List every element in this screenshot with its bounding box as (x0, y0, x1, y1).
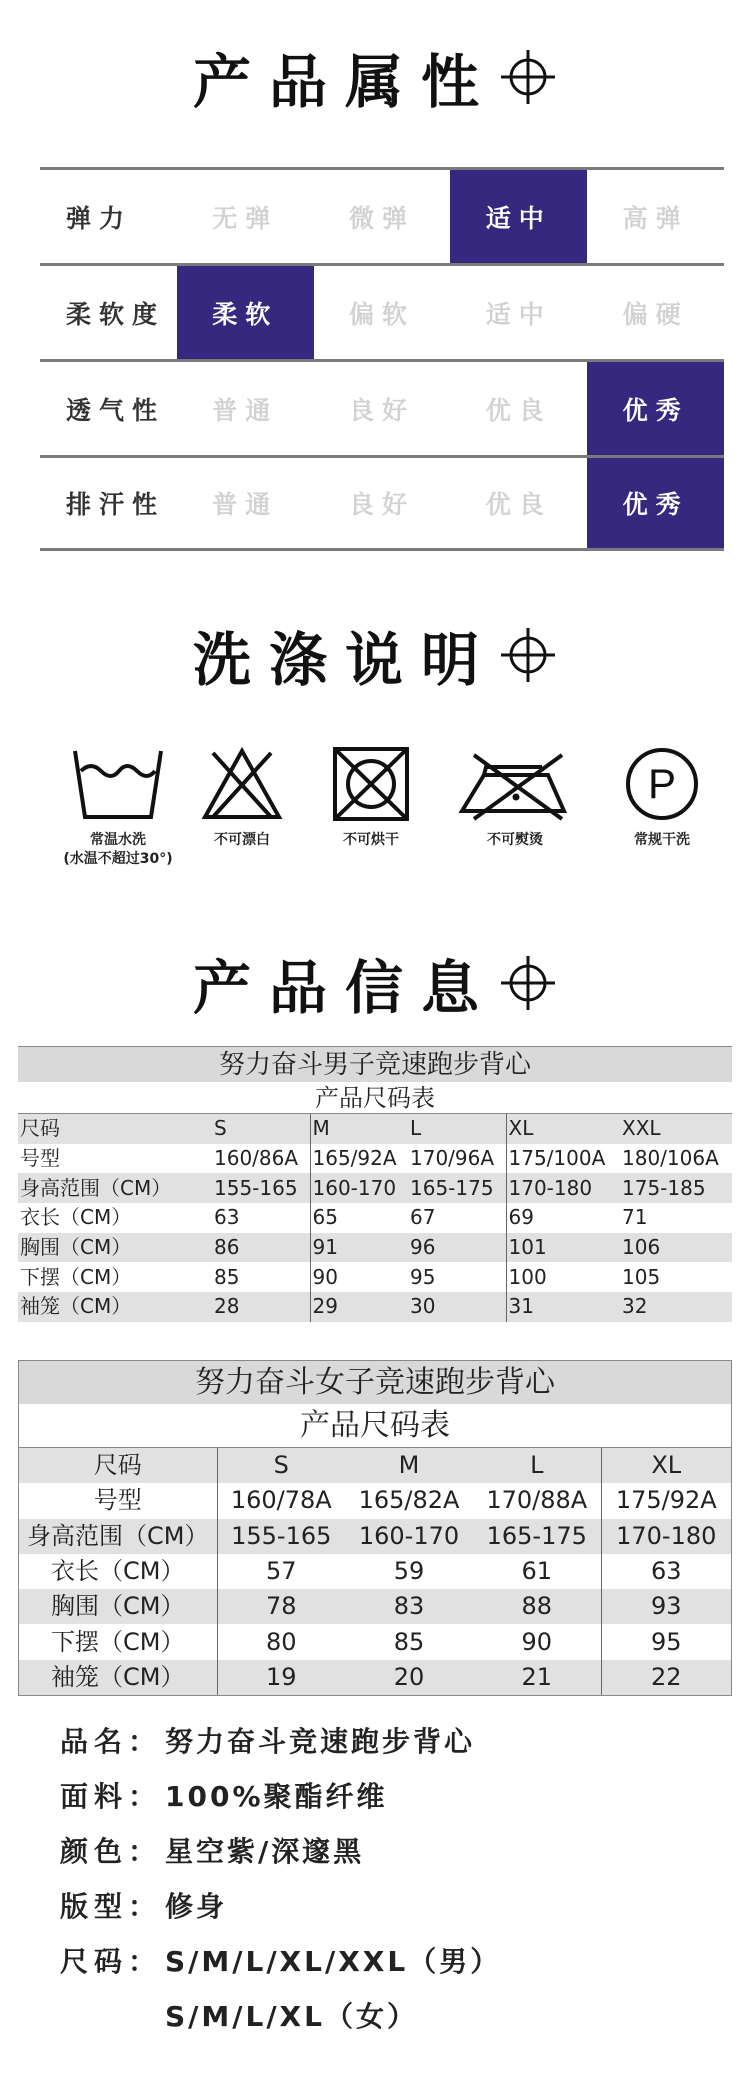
info-key: 尺码： (60, 1944, 163, 1978)
table-cell: 19 (217, 1660, 345, 1695)
table-cell: 85 (214, 1264, 240, 1289)
no-iron-icon (456, 745, 574, 823)
info-row-size (60, 1932, 700, 1987)
table-cell: 180/106A (622, 1146, 719, 1171)
attr-option-selected: 优秀 (587, 362, 724, 455)
table-cell: 165/82A (358, 1486, 460, 1515)
wash-label: 常规干洗 (634, 832, 690, 848)
attr-option-selected: 适中 (450, 170, 587, 263)
wash-item (167, 745, 317, 850)
wash-tub-icon (69, 745, 167, 823)
table-cell: 155-165 (212, 1173, 310, 1203)
table-cell: 100 (506, 1262, 620, 1292)
table-cell: 83 (345, 1589, 473, 1624)
attr-label: 透气性 (66, 395, 166, 425)
attr-option: 偏硬 (622, 299, 689, 329)
table-row (19, 1519, 731, 1554)
no-bleach-icon (199, 745, 285, 823)
table-row (19, 1589, 731, 1624)
product-info (60, 1712, 700, 2042)
info-value: 努力奋斗竞速跑步背心 (165, 1724, 476, 1758)
table-cell: 29 (310, 1292, 408, 1322)
attributes-table (40, 167, 724, 551)
info-section-title (0, 948, 750, 1022)
info-key: 版型： (60, 1889, 163, 1923)
table-cell: 160-170 (310, 1173, 408, 1203)
table-cell: 105 (622, 1264, 661, 1289)
table-cell: 身高范围（CM） (19, 1519, 217, 1554)
table-cell: 下摆（CM） (20, 1264, 132, 1289)
table-cell: 尺码 (18, 1114, 212, 1144)
table-cell: 170/96A (410, 1146, 495, 1171)
wash-item (296, 745, 446, 850)
table-cell: 69 (506, 1203, 620, 1233)
table-cell: 106 (620, 1233, 732, 1263)
table-cell: 86 (212, 1233, 310, 1263)
table-cell: S (212, 1114, 310, 1144)
info-key: 面料： (60, 1779, 163, 1813)
info-key: 颜色： (60, 1834, 163, 1868)
table-cell: 65 (310, 1203, 408, 1233)
table-row (18, 1203, 732, 1233)
attr-row (40, 359, 724, 455)
table-cell: 67 (410, 1205, 436, 1230)
wash-icons (0, 745, 750, 885)
table-cell: 尺码 (19, 1448, 217, 1483)
attr-option: 适中 (485, 299, 552, 329)
table-cell: 170-180 (506, 1173, 620, 1203)
svg-text:P: P (647, 760, 677, 807)
table-cell: L (473, 1448, 601, 1483)
table-cell: 57 (217, 1554, 345, 1589)
attr-option: 微弹 (348, 203, 415, 233)
wash-section-title (0, 620, 750, 694)
table-cell: 101 (506, 1233, 620, 1263)
table-cell: 号型 (93, 1486, 142, 1515)
women-table-grid (19, 1448, 731, 1695)
table-cell: 31 (506, 1292, 620, 1322)
table-cell: 胸围（CM） (19, 1589, 217, 1624)
wash-title: 洗涤说明 (192, 626, 497, 694)
info-value: S/M/L/XL（女） (165, 1999, 418, 2033)
table-cell: 160/78A (217, 1483, 345, 1518)
table-cell: 衣长（CM） (51, 1557, 185, 1586)
no-tumble-dry-icon (329, 745, 413, 823)
table-cell: 衣长（CM） (20, 1205, 132, 1230)
attr-option: 良好 (348, 395, 415, 425)
table-cell: 155-165 (217, 1519, 345, 1554)
table-cell: L (408, 1114, 506, 1144)
table-cell: 175/100A (506, 1144, 620, 1174)
table-cell: 号型 (20, 1146, 60, 1171)
attr-row (40, 455, 724, 551)
table-cell: 95 (601, 1624, 731, 1659)
women-table-subtitle: 产品尺码表 (19, 1404, 731, 1448)
attr-row (40, 263, 724, 359)
men-table-title: 努力奋斗男子竞速跑步背心 (18, 1046, 732, 1082)
info-row-fit (60, 1877, 700, 1932)
table-cell: XL (506, 1114, 620, 1144)
table-cell: 165-175 (473, 1519, 601, 1554)
info-value: 100%聚酯纤维 (165, 1779, 388, 1813)
table-cell: M (345, 1448, 473, 1483)
wash-label: 不可熨烫 (487, 832, 543, 848)
attr-option: 高弹 (622, 203, 689, 233)
table-row (18, 1262, 732, 1292)
attr-option: 普通 (212, 490, 279, 519)
info-title: 产品信息 (192, 954, 497, 1022)
table-cell: 78 (217, 1589, 345, 1624)
table-cell: XL (601, 1448, 731, 1483)
table-row (19, 1483, 731, 1518)
table-cell: 96 (408, 1233, 506, 1263)
table-row (19, 1554, 731, 1589)
table-cell: 身高范围（CM） (18, 1173, 212, 1203)
table-row (19, 1660, 731, 1695)
attr-option: 优良 (485, 490, 552, 519)
table-cell: XXL (620, 1114, 732, 1144)
table-cell: 175/92A (601, 1483, 731, 1518)
table-cell: 93 (601, 1589, 731, 1624)
table-cell: 170/88A (486, 1486, 588, 1515)
table-cell: 袖笼（CM） (19, 1660, 217, 1695)
attr-option: 良好 (348, 490, 415, 519)
table-row (19, 1624, 731, 1659)
crosshair-icon (499, 954, 557, 1012)
table-cell: 63 (601, 1554, 731, 1589)
attr-option: 优良 (485, 395, 552, 425)
wash-label: 不可漂白 (214, 832, 270, 848)
table-cell: 61 (521, 1557, 553, 1586)
info-value: S/M/L/XL/XXL（男） (165, 1944, 502, 1978)
table-cell: 90 (310, 1262, 408, 1292)
crosshair-icon (499, 626, 557, 684)
attr-row (40, 167, 724, 263)
men-table-subtitle: 产品尺码表 (18, 1082, 732, 1114)
attr-option: 无弹 (212, 203, 279, 233)
info-value: 修身 (165, 1889, 228, 1923)
attr-option-selected: 柔软 (177, 266, 314, 359)
table-cell: 63 (214, 1205, 240, 1230)
info-row-color (60, 1822, 700, 1877)
table-cell: 170-180 (601, 1519, 731, 1554)
attributes-title: 产品属性 (192, 48, 497, 116)
table-cell: 28 (212, 1292, 310, 1322)
table-cell: S (217, 1448, 345, 1483)
crosshair-icon (499, 48, 557, 106)
table-cell: 下摆（CM） (51, 1627, 185, 1656)
table-cell: 袖笼（CM） (18, 1292, 212, 1322)
wash-item (587, 745, 737, 850)
attributes-section-title (0, 42, 750, 116)
table-cell: 165-175 (408, 1173, 506, 1203)
table-row (18, 1144, 732, 1174)
wash-item (440, 745, 590, 850)
table-cell: 85 (393, 1627, 425, 1656)
table-cell: 32 (620, 1292, 732, 1322)
attr-label: 排汗性 (66, 490, 166, 519)
table-header-row (18, 1114, 732, 1144)
info-value: 星空紫/深邃黑 (165, 1834, 365, 1868)
table-cell: 91 (310, 1233, 408, 1263)
info-key: 品名： (60, 1724, 163, 1758)
table-cell: 80 (217, 1624, 345, 1659)
attr-option: 普通 (212, 395, 279, 425)
table-cell: 160/86A (214, 1146, 299, 1171)
table-cell: 88 (473, 1589, 601, 1624)
women-table-title: 努力奋斗女子竞速跑步背心 (19, 1360, 731, 1404)
attr-option: 偏软 (348, 299, 415, 329)
table-row (18, 1292, 732, 1322)
table-cell: 20 (345, 1660, 473, 1695)
table-cell: 71 (622, 1205, 648, 1230)
table-cell: 160-170 (345, 1519, 473, 1554)
attr-label: 弹力 (66, 203, 133, 233)
table-row (18, 1173, 732, 1203)
info-row-fabric (60, 1767, 700, 1822)
table-cell: M (310, 1114, 408, 1144)
attr-option-selected: 优秀 (587, 458, 724, 548)
table-cell: 95 (410, 1264, 436, 1289)
table-cell: 59 (393, 1557, 425, 1586)
table-cell: 30 (408, 1292, 506, 1322)
table-cell: 165/92A (310, 1144, 408, 1174)
table-header-row (19, 1448, 731, 1483)
table-cell: 90 (521, 1627, 553, 1656)
wash-sublabel: (水温不超过30°) (63, 851, 173, 867)
info-row-size-women (60, 1987, 700, 2042)
attr-label: 柔软度 (66, 299, 166, 329)
table-row (18, 1233, 732, 1263)
table-cell: 22 (601, 1660, 731, 1695)
dry-clean-p-icon (622, 745, 702, 823)
women-size-table (18, 1360, 732, 1696)
table-cell: 21 (473, 1660, 601, 1695)
info-row-name (60, 1712, 700, 1767)
wash-label: 常温水洗 (90, 832, 146, 848)
wash-label: 不可烘干 (343, 832, 399, 848)
men-size-table (18, 1046, 732, 1322)
table-cell: 175-185 (620, 1173, 732, 1203)
table-cell: 胸围（CM） (18, 1233, 212, 1263)
men-table-grid (18, 1114, 732, 1322)
